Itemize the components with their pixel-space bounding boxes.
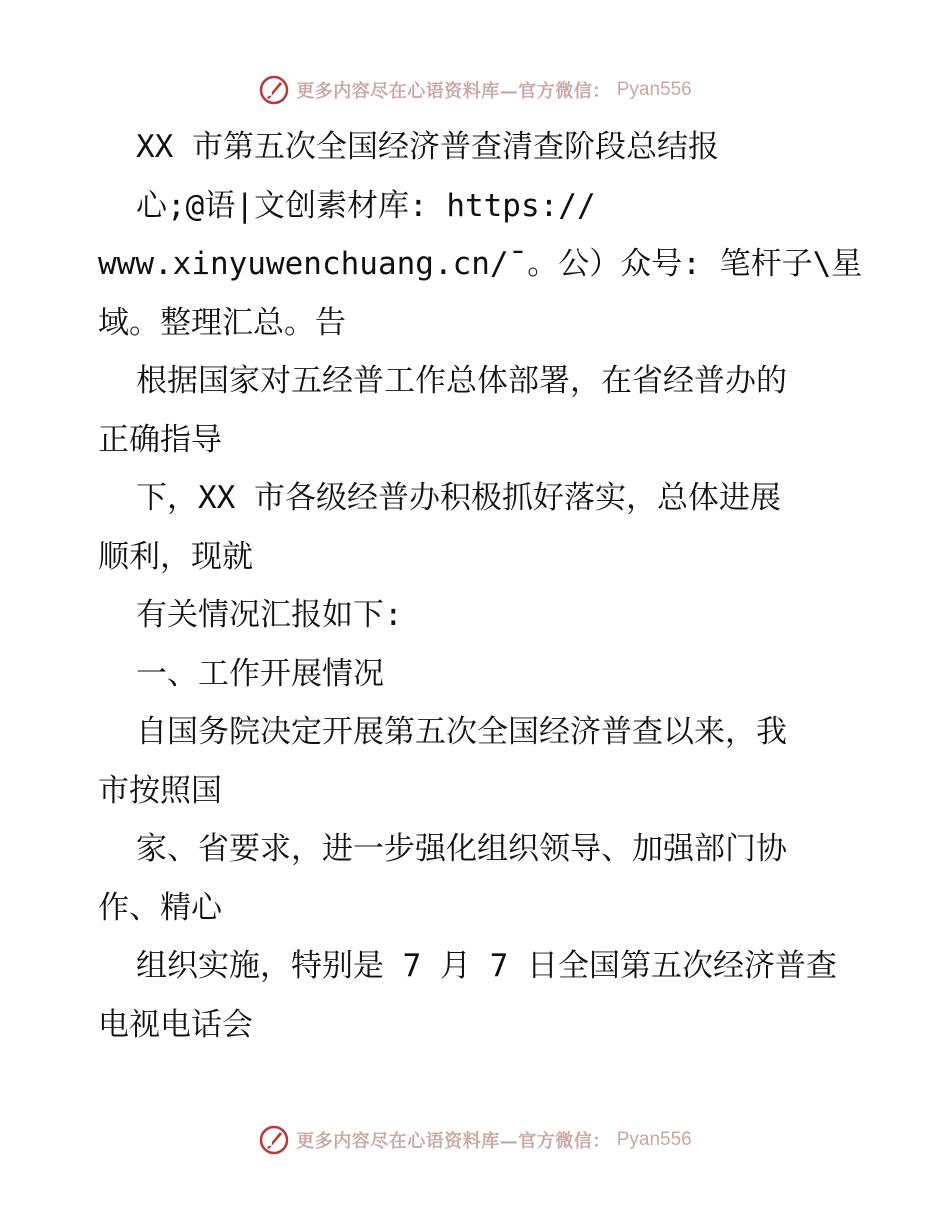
text-line: 自国务院决定开展第五次全国经济普查以来，我: [136, 714, 787, 750]
watermark-text: 更多内容尽在心语资料库—官方微信：: [296, 1131, 611, 1152]
text-line: 域。整理汇总。告: [98, 304, 346, 341]
document-body: [98, 118, 863, 1054]
quill-seal-icon: [258, 74, 290, 106]
text-line: 顺利，现就: [98, 538, 253, 575]
watermark-wechat-id: Pyan556: [616, 79, 692, 100]
quill-seal-icon: [258, 1124, 290, 1156]
watermark-banner-top: [0, 72, 950, 108]
text-line: 正确指导: [98, 421, 222, 458]
text-line: 作、精心: [98, 889, 222, 926]
text-line: 家、省要求，进一步强化组织领导、加强部门协: [136, 831, 787, 867]
text-line: 组织实施，特别是 7 月 7 日全国第五次经济普查: [136, 948, 837, 984]
text-line: 有关情况汇报如下:: [136, 597, 403, 633]
text-line: 下，XX 市各级经普办积极抓好落实，总体进展: [136, 480, 781, 516]
text-line: 电视电话会: [98, 1006, 253, 1043]
watermark-text: 更多内容尽在心语资料库—官方微信：: [296, 81, 611, 102]
watermark-wechat-id: Pyan556: [616, 1129, 692, 1150]
text-line: www.xinyuwenchuang.cn/¯。公）众号: 笔杆子\星: [98, 246, 863, 282]
document-title: XX 市第五次全国经济普查清查阶段总结报: [136, 129, 719, 165]
text-line: 根据国家对五经普工作总体部署，在省经普办的: [136, 363, 787, 399]
text-line: 心;@语|文创素材库: https://: [136, 187, 596, 224]
watermark-banner-bottom: [0, 1122, 950, 1158]
section-heading: 一、工作开展情况: [136, 655, 384, 692]
text-line: 市按照国: [98, 772, 222, 809]
